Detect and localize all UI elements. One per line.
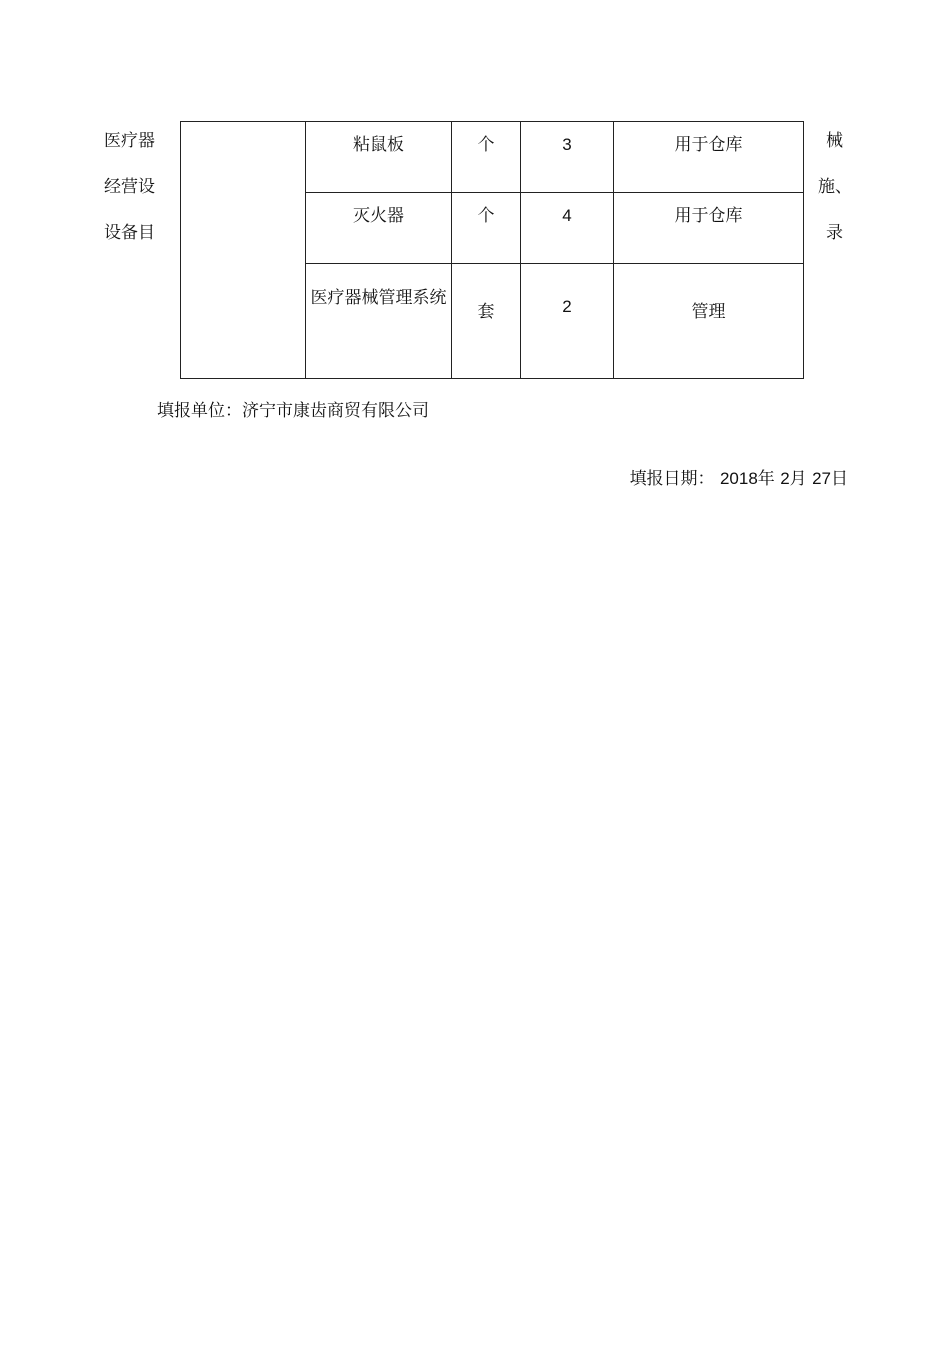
date-day: 27	[812, 469, 831, 488]
reporting-date	[630, 464, 848, 489]
date-month: 2	[780, 469, 790, 488]
item-qty-cell: 3	[521, 122, 614, 193]
left-label-line-3: 设备目	[104, 223, 155, 243]
item-name-cell: 医疗器械管理系统	[306, 264, 452, 379]
left-label-line-2: 经营设	[104, 177, 155, 197]
item-purpose-cell: 用于仓库	[614, 193, 804, 264]
reporting-unit	[157, 396, 429, 421]
right-label-line-3: 录	[826, 223, 843, 243]
item-qty-cell: 4	[521, 193, 614, 264]
date-month-char: 月	[789, 469, 807, 489]
reporting-date-label: 填报日期：	[629, 469, 715, 489]
date-year: 2018	[719, 469, 758, 488]
date-year-char: 年	[757, 469, 775, 489]
reporting-unit-label: 填报单位：	[157, 401, 242, 421]
item-unit-cell: 个	[452, 193, 521, 264]
right-side-label	[818, 118, 858, 256]
item-name-cell: 灭火器	[306, 193, 452, 264]
left-side-label	[104, 118, 174, 256]
item-purpose-cell: 管理	[614, 264, 804, 379]
left-label-line-1: 医疗器	[104, 131, 155, 151]
equipment-table	[180, 121, 804, 379]
right-label-line-1: 械	[826, 131, 843, 151]
item-unit-cell: 个	[452, 122, 521, 193]
date-day-char: 日	[831, 469, 848, 489]
reporting-unit-value: 济宁市康齿商贸有限公司	[242, 401, 429, 421]
item-purpose-cell: 用于仓库	[614, 122, 804, 193]
item-name-cell: 粘鼠板	[306, 122, 452, 193]
item-qty-cell: 2	[521, 264, 614, 379]
table-row	[181, 122, 804, 193]
item-unit-cell: 套	[452, 264, 521, 379]
category-cell	[181, 122, 306, 379]
right-label-line-2: 施、	[818, 177, 852, 197]
